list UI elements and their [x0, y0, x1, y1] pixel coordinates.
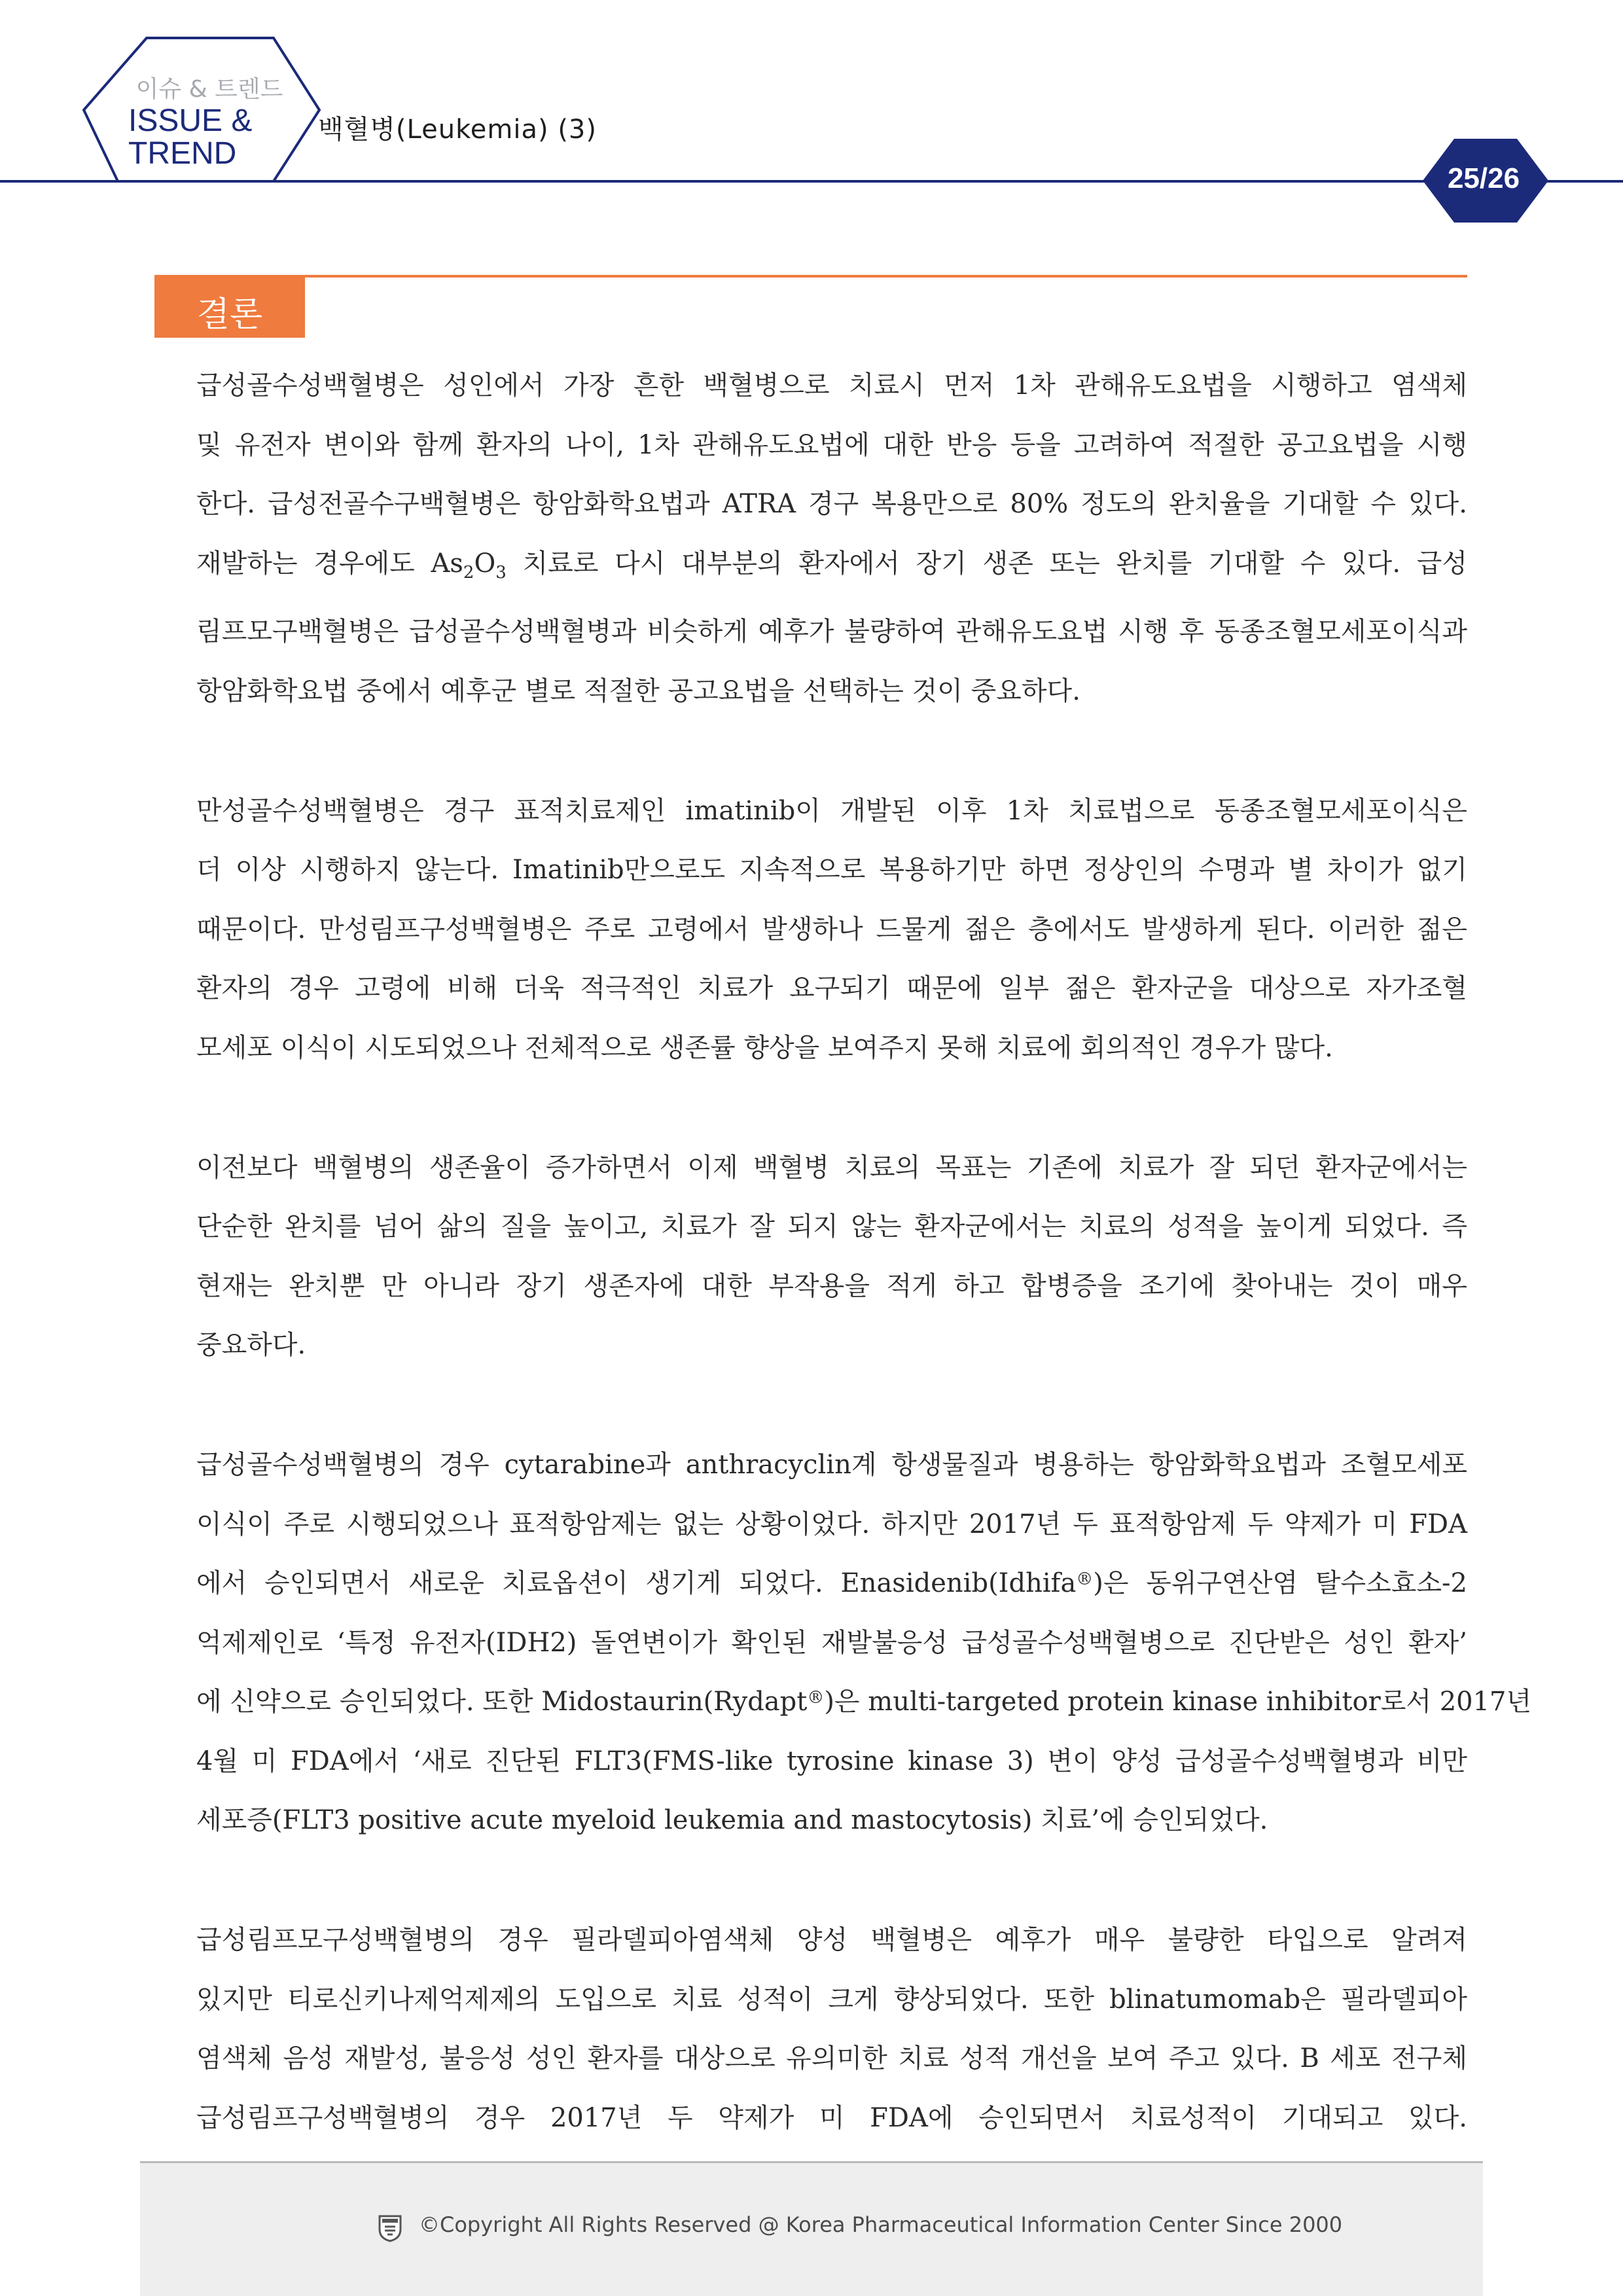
text-line: 한다. 급성전골수구백혈병은 항암화학요법과 ATRA 경구 복용만으로 80% 정도의 완치율을 기대할 수 있다. — [196, 489, 1467, 520]
paragraph-2 — [154, 781, 1467, 1078]
text-segment: 에 신약으로 승인되었다. 또한 Midostaurin(Rydapt — [196, 1687, 808, 1717]
document-title: 백혈병(Leukemia) (3) — [318, 115, 597, 145]
text-segment: )은 동위구연산염 탈수소효소-2 — [1093, 1568, 1467, 1599]
text-line — [154, 1672, 1532, 1732]
issue-badge-korean: 이슈 & 트렌드 — [135, 76, 283, 103]
paragraph-3 — [154, 1138, 1467, 1375]
text-line: 항암화학요법 중에서 예후군 별로 적절한 공고요법을 선택하는 것이 중요하다. — [196, 675, 1080, 706]
text-segment: 재발하는 경우에도 As — [196, 548, 463, 579]
text-line: 염색체 음성 재발성, 불응성 성인 환자를 대상으로 유의미한 치료 성적 개선을 보여 주고 있다. B 세포 전구체 — [196, 2043, 1467, 2074]
text-line: 단순한 완치를 넘어 삶의 질을 높이고, 치료가 잘 되지 않는 환자군에서는 치료의 성적을 높이게 되었다. 즉 — [196, 1211, 1468, 1242]
page-number: 25/26 — [1447, 162, 1520, 194]
text-line: 급성골수성백혈병은 성인에서 가장 흔한 백혈병으로 치료시 먼저 1차 관해유도요법을 시행하고 염색체 — [196, 370, 1467, 401]
paragraph-1 — [154, 356, 1467, 721]
text-line: 급성림프모구성백혈병의 경우 필라델피아염색체 양성 백혈병은 예후가 매우 불량한 타입으로 알려져 — [196, 1925, 1467, 1956]
text-line — [154, 1554, 1467, 1613]
text-line: 만성골수성백혈병은 경구 표적치료제인 imatinib이 개발된 이후 1차 치료법으로 동종조혈모세포이식은 — [196, 795, 1467, 826]
text-line: 이전보다 백혈병의 생존율이 증가하면서 이제 백혈병 치료의 목표는 기존에 치료가 잘 되던 환자군에서는 — [196, 1152, 1467, 1183]
text-line: 4월 미 FDA에서 ‘새로 진단된 FLT3(FMS-like tyrosine kinase 3) 변이 양성 급성골수성백혈병과 비만 — [196, 1746, 1467, 1776]
kpic-emblem-icon — [377, 2214, 403, 2242]
text-line: 급성골수성백혈병의 경우 cytarabine과 anthracyclin계 항생물질과 병용하는 항암화학요법과 조혈모세포 — [196, 1449, 1467, 1480]
text-line: 때문이다. 만성림프구성백혈병은 주로 고령에서 발생하나 드물게 젊은 층에서도 발생하게 된다. 이러한 젊은 — [196, 914, 1467, 944]
text-line — [154, 534, 1467, 603]
text-line: 중요하다. — [196, 1330, 306, 1361]
badge-line-1: ISSUE & — [128, 103, 253, 138]
registered-mark: ® — [1076, 1570, 1094, 1590]
text-segment: 치료로 다시 대부분의 환자에서 장기 생존 또는 완치를 기대할 수 있다. 급성 — [522, 548, 1468, 579]
section-rule — [154, 275, 1467, 278]
text-line: 억제제인로 ‘특정 유전자(IDH2) 돌연변이가 확인된 재발불응성 급성골수성백혈병으로 진단받은 성인 환자’ — [196, 1627, 1467, 1658]
text-segment: )은 multi-targeted protein kinase inhibitor로서 2017년 — [824, 1687, 1532, 1717]
article-body — [154, 356, 1532, 2267]
text-line: 림프모구백혈병은 급성골수성백혈병과 비슷하게 예후가 불량하여 관해유도요법 시행 후 동종조혈모세포이식과 — [196, 617, 1467, 647]
paragraph-4 — [154, 1435, 1532, 1850]
copyright-notice: ©Copyright All Rights Reserved @ Korea Pharmaceutical Information Center Since 2000 — [419, 2212, 1343, 2237]
text-line: 현재는 완치뿐 만 아니라 장기 생존자에 대한 부작용을 적게 하고 합병증을 조기에 찾아내는 것이 매우 — [196, 1270, 1467, 1301]
subscript: 2 — [463, 562, 474, 583]
chem-o: O — [474, 548, 496, 579]
text-line: 환자의 경우 고령에 비해 더욱 적극적인 치료가 요구되기 때문에 일부 젊은 환자군을 대상으로 자가조혈 — [196, 973, 1467, 1004]
text-line: 이식이 주로 시행되었으나 표적항암제는 없는 상황이었다. 하지만 2017년 두 표적항암제 두 약제가 미 FDA — [196, 1509, 1467, 1539]
text-segment: 에서 승인되면서 새로운 치료옵션이 생기게 되었다. Enasidenib(Idhifa — [196, 1568, 1077, 1599]
section-heading: 결론 — [196, 295, 263, 334]
text-line: 더 이상 시행하지 않는다. Imatinib만으로도 지속적으로 복용하기만 하면 정상인의 수명과 별 차이가 없기 — [196, 855, 1467, 886]
subscript: 3 — [495, 562, 507, 583]
registered-mark: ® — [807, 1688, 825, 1708]
badge-line-2: TREND — [128, 136, 237, 171]
text-line: 및 유전자 변이와 함께 환자의 나이, 1차 관해유도요법에 대한 반응 등을 고려하여 적절한 공고요법을 시행 — [196, 429, 1467, 460]
text-line: 있지만 티로신키나제억제제의 도입으로 치료 성적이 크게 향상되었다. 또한 blinatumomab은 필라델피아 — [196, 1984, 1467, 2015]
issue-badge-english — [128, 105, 325, 170]
text-line: 급성림프구성백혈병의 경우 2017년 두 약제가 미 FDA에 승인되면서 치료성적이 기대되고 있다. — [196, 2102, 1467, 2133]
text-line: 모세포 이식이 시도되었으나 전체적으로 생존률 향상을 보여주지 못해 치료에 회의적인 경우가 많다. — [196, 1032, 1333, 1063]
text-line: 세포증(FLT3 positive acute myeloid leukemia and mastocytosis) 치료’에 승인되었다. — [196, 1805, 1268, 1836]
